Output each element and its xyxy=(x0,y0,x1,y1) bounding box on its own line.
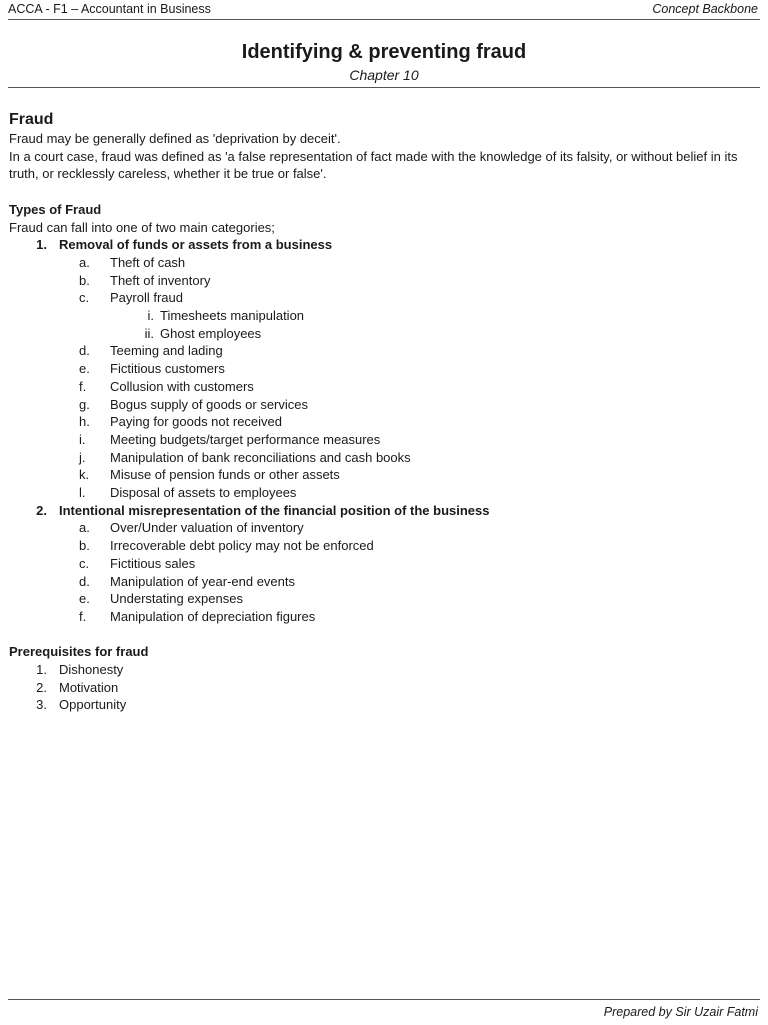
list-marker: b. xyxy=(79,538,90,554)
list-marker: j. xyxy=(79,449,86,465)
list-label: Fictitious sales xyxy=(110,555,196,571)
category-label: Intentional misrepresentation of the financial position of the business xyxy=(59,502,490,518)
fraud-heading: Fraud xyxy=(9,111,54,128)
author-credit: Prepared by Sir Uzair Fatmi xyxy=(603,1005,758,1019)
page-footer xyxy=(8,999,760,1025)
list-item xyxy=(9,608,758,626)
list-marker: d. xyxy=(79,343,90,359)
list-marker: i. xyxy=(79,431,86,447)
series-label: Concept Backbone xyxy=(652,2,758,16)
list-marker: c. xyxy=(79,290,90,306)
list-marker: c. xyxy=(79,555,90,571)
payroll-fraud-sublist xyxy=(9,307,758,342)
list-label: Payroll fraud xyxy=(110,290,183,306)
list-marker: l. xyxy=(79,485,86,501)
document-body xyxy=(9,110,758,714)
list-item xyxy=(9,679,758,697)
sublist-label: Ghost employees xyxy=(160,325,262,341)
list-label: Manipulation of year-end events xyxy=(110,573,296,589)
list-marker: 1. xyxy=(36,662,47,678)
sublist-item xyxy=(9,325,758,343)
list-marker: k. xyxy=(79,467,90,483)
list-item xyxy=(9,590,758,608)
fraud-categories-list-continued xyxy=(9,502,758,520)
course-label: ACCA - F1 – Accountant in Business xyxy=(8,2,211,16)
list-marker: a. xyxy=(79,520,90,536)
sublist-item xyxy=(9,307,758,325)
category-label: Removal of funds or assets from a business xyxy=(59,237,333,253)
category-marker: 2. xyxy=(36,502,47,518)
prerequisites-heading: Prerequisites for fraud xyxy=(9,644,149,660)
spacer xyxy=(9,626,758,644)
list-label: Motivation xyxy=(59,679,119,695)
list-item xyxy=(9,396,758,414)
list-label: Manipulation of depreciation figures xyxy=(110,608,316,624)
spacer xyxy=(9,183,758,201)
list-item xyxy=(9,378,758,396)
sublist-label: Timesheets manipulation xyxy=(160,308,305,324)
fraud-categories-list xyxy=(9,236,758,254)
list-item xyxy=(9,413,758,431)
list-item xyxy=(9,254,758,272)
list-item xyxy=(9,696,758,714)
removal-fraud-list-continued xyxy=(9,342,758,501)
category-item xyxy=(9,236,758,254)
list-marker: e. xyxy=(79,361,90,377)
types-heading: Types of Fraud xyxy=(9,201,102,217)
list-label: Over/Under valuation of inventory xyxy=(110,520,304,536)
list-label: Meeting budgets/target performance measures xyxy=(110,431,381,447)
list-item xyxy=(9,555,758,573)
list-label: Collusion with customers xyxy=(110,378,254,394)
list-item xyxy=(9,573,758,591)
category-marker: 1. xyxy=(36,237,47,253)
types-intro: Fraud can fall into one of two main categories; xyxy=(9,219,275,235)
list-marker: f. xyxy=(79,608,87,624)
page-title: Identifying & preventing fraud xyxy=(241,41,527,63)
list-label: Opportunity xyxy=(59,697,127,713)
list-label: Disposal of assets to employees xyxy=(110,485,297,501)
list-item xyxy=(9,272,758,290)
list-label: Teeming and lading xyxy=(110,343,223,359)
misrepresentation-fraud-list xyxy=(9,519,758,625)
list-item xyxy=(9,661,758,679)
court-definition: In a court case, fraud was defined as 'a false representation of fact made with the knowledge of its falsity, or without belief in its truth, or recklessly careless, whether it be true or false'. xyxy=(9,148,738,182)
list-label: Theft of inventory xyxy=(110,272,211,288)
list-item xyxy=(9,537,758,555)
list-label: Theft of cash xyxy=(110,254,186,270)
list-item xyxy=(9,519,758,537)
list-marker: h. xyxy=(79,414,90,430)
list-item xyxy=(9,342,758,360)
list-item xyxy=(9,431,758,449)
title-block xyxy=(8,38,760,88)
fraud-definition: Fraud may be generally defined as 'deprivation by deceit'. xyxy=(9,131,341,146)
list-marker: 3. xyxy=(36,697,47,713)
list-label: Irrecoverable debt policy may not be enforced xyxy=(110,538,374,554)
list-item xyxy=(9,289,758,307)
list-marker: e. xyxy=(79,591,90,607)
list-label: Dishonesty xyxy=(59,662,124,678)
chapter-label: Chapter 10 xyxy=(349,67,419,83)
removal-fraud-list xyxy=(9,254,758,307)
list-label: Paying for goods not received xyxy=(110,414,282,430)
prerequisites-list xyxy=(9,661,758,714)
list-label: Understating expenses xyxy=(110,591,243,607)
list-marker: f. xyxy=(79,378,87,394)
list-marker: a. xyxy=(79,254,90,270)
list-label: Misuse of pension funds or other assets xyxy=(110,467,340,483)
list-marker: 2. xyxy=(36,679,47,695)
list-marker: g. xyxy=(79,396,90,412)
sublist-marker: ii. xyxy=(144,325,154,341)
sublist-marker: i. xyxy=(147,308,154,324)
list-label: Bogus supply of goods or services xyxy=(110,396,308,412)
list-marker: b. xyxy=(79,272,90,288)
list-label: Manipulation of bank reconciliations and cash books xyxy=(110,449,411,465)
category-item xyxy=(9,502,758,520)
list-marker: d. xyxy=(79,573,90,589)
list-item xyxy=(9,484,758,502)
list-item xyxy=(9,466,758,484)
list-item xyxy=(9,360,758,378)
list-label: Fictitious customers xyxy=(110,361,225,377)
page-header xyxy=(8,0,760,20)
list-item xyxy=(9,449,758,467)
